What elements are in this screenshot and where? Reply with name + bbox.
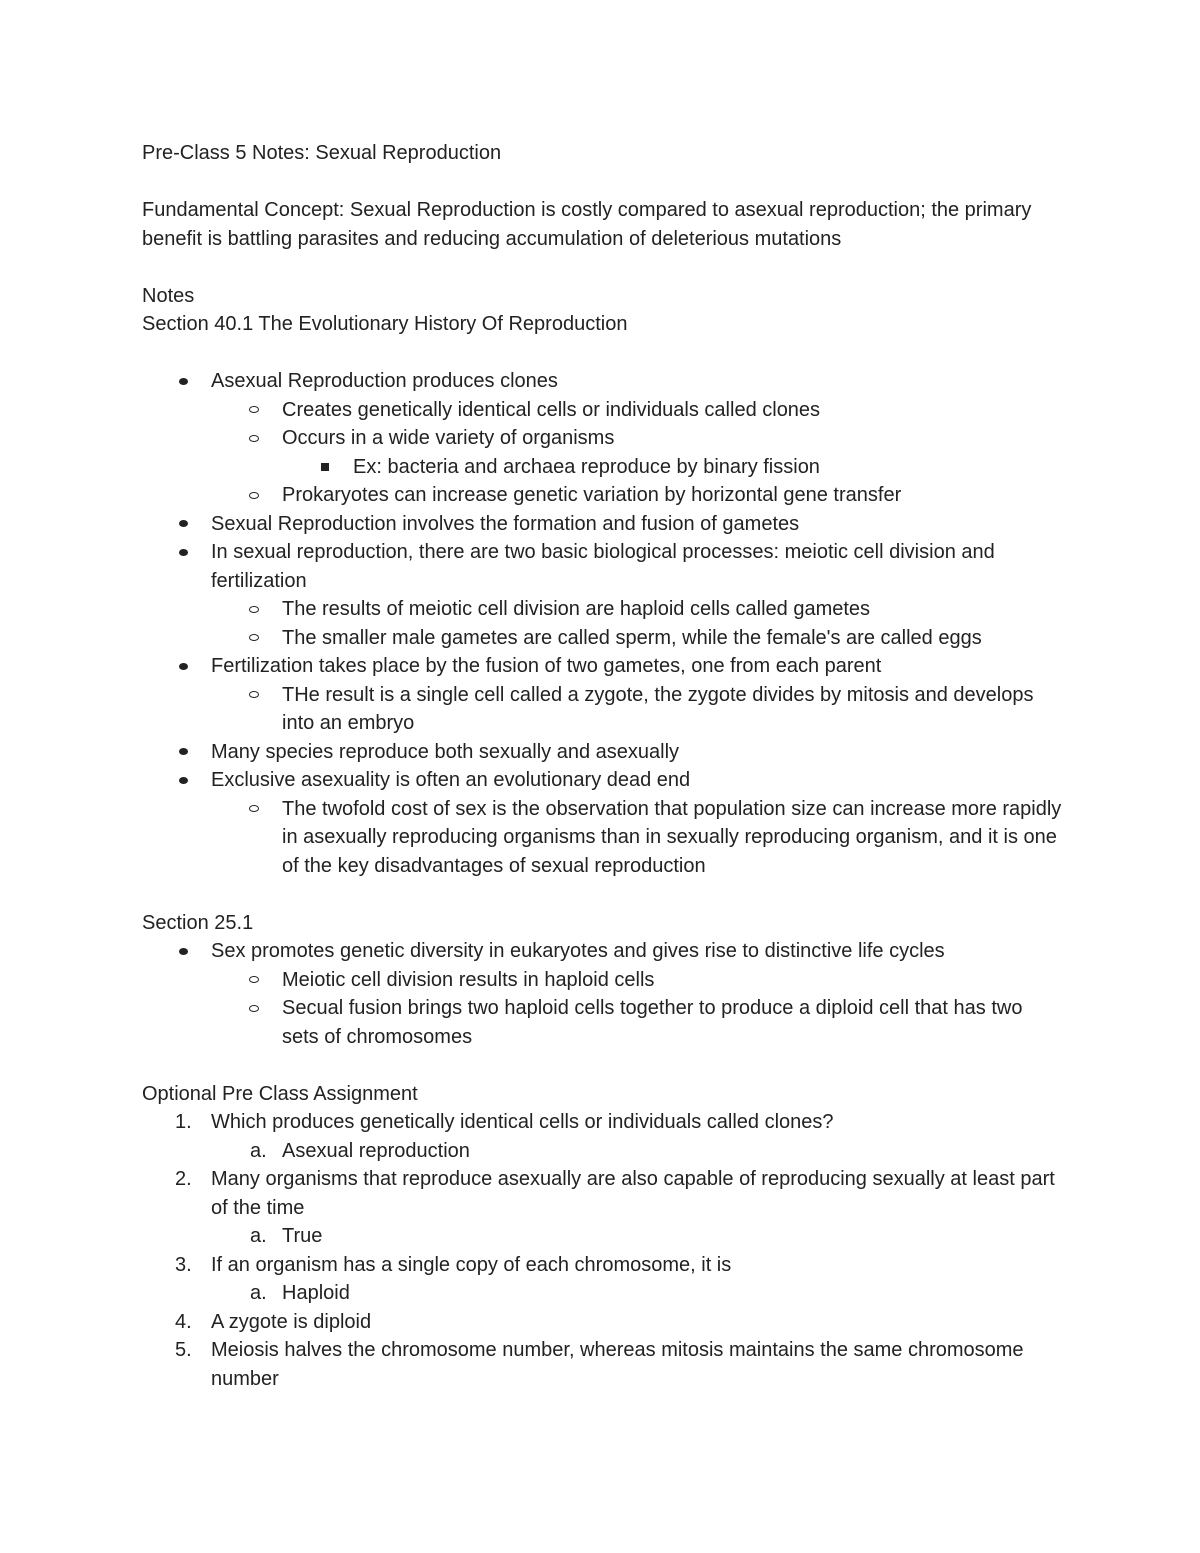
question-text: Many organisms that reproduce asexually are also capable of reproducing sexually at least part of the time <box>211 1168 1055 1219</box>
list-number: a. <box>250 1282 267 1304</box>
list-item-text: The results of meiotic cell division are haploid cells called gametes <box>282 598 871 620</box>
spacer <box>142 1051 1062 1080</box>
circle-marker-icon <box>246 795 262 824</box>
question-item <box>142 1251 1062 1280</box>
list-number: a. <box>250 1139 267 1162</box>
list-item-text: Ex: bacteria and archaea reproduce by binary fission <box>353 455 820 478</box>
spacer <box>142 253 1062 282</box>
section-25-1-heading: Section 25.1 <box>142 911 254 934</box>
document-page <box>142 139 1062 1393</box>
list-item <box>142 624 1062 653</box>
answer-item <box>142 1137 1062 1166</box>
list-item <box>142 937 1062 966</box>
list-item-text: Fertilization takes place by the fusion of two gametes, one from each parent <box>211 655 882 677</box>
list-number: 4. <box>175 1310 192 1333</box>
list-item-text: Meiotic cell division results in haploid cells <box>282 968 655 991</box>
list-item <box>142 681 1062 738</box>
answer-item <box>142 1279 1062 1308</box>
section-40-1-heading: Section 40.1 The Evolutionary History Of Reproduction <box>142 313 628 335</box>
list-item <box>142 396 1062 425</box>
list-item <box>142 424 1062 453</box>
spacer <box>142 168 1062 197</box>
section-25-1-list <box>142 937 1062 1051</box>
list-item-text: Sex promotes genetic diversity in eukaryotes and gives rise to distinctive life cycles <box>211 940 945 962</box>
list-item-text: THe result is a single cell called a zygote, the zygote divides by mitosis and develops into an embryo <box>282 683 1034 734</box>
list-item <box>142 766 1062 795</box>
list-item <box>142 795 1062 881</box>
question-text: If an organism has a single copy of each chromosome, it is <box>211 1253 732 1276</box>
circle-marker-icon <box>246 966 262 995</box>
spacer <box>142 880 1062 909</box>
list-number: 2. <box>175 1168 192 1190</box>
list-item <box>142 994 1062 1051</box>
question-item <box>142 1336 1062 1393</box>
bullet-marker-icon <box>175 538 191 567</box>
bullet-marker-icon <box>175 937 191 966</box>
question-item <box>142 1308 1062 1337</box>
list-item <box>142 738 1062 767</box>
list-item-text: Secual fusion brings two haploid cells together to produce a diploid cell that has two sets of chromosomes <box>282 997 1023 1048</box>
list-item-text: Exclusive asexuality is often an evolutionary dead end <box>211 769 691 791</box>
notes-heading: Notes <box>142 284 195 307</box>
list-item-text: Sexual Reproduction involves the formation and fusion of gametes <box>211 512 800 535</box>
list-item-text: The smaller male gametes are called sperm, while the female's are called eggs <box>282 626 982 649</box>
fundamental-concept: Fundamental Concept: Sexual Reproduction is costly compared to asexual reproduction; the primary benefit is battling parasites and reducing accumulation of deleterious mutations <box>142 199 1032 250</box>
list-item-text: Occurs in a wide variety of organisms <box>282 427 615 449</box>
bullet-marker-icon <box>175 367 191 396</box>
question-item <box>142 1165 1062 1222</box>
list-item-text: Creates genetically identical cells or individuals called clones <box>282 398 821 421</box>
spacer <box>142 339 1062 368</box>
list-number: 3. <box>175 1253 192 1276</box>
list-item-text: Asexual Reproduction produces clones <box>211 370 558 392</box>
list-number: a. <box>250 1225 267 1247</box>
circle-marker-icon <box>246 624 262 653</box>
list-item <box>142 966 1062 995</box>
list-number: 5. <box>175 1339 192 1361</box>
square-marker-icon <box>317 453 333 482</box>
circle-marker-icon <box>246 994 262 1023</box>
assignment-list <box>142 1108 1062 1393</box>
bullet-marker-icon <box>175 766 191 795</box>
bullet-marker-icon <box>175 652 191 681</box>
list-item <box>142 453 1062 482</box>
list-item-text: The twofold cost of sex is the observation that population size can increase more rapidly in asexually reproducing organisms than in sexually reproducing organism, and it is one of the key disadvantages of sexual reproduction <box>282 797 1062 877</box>
question-item <box>142 1108 1062 1137</box>
question-text: A zygote is diploid <box>211 1310 372 1333</box>
circle-marker-icon <box>246 396 262 425</box>
document-title: Pre-Class 5 Notes: Sexual Reproduction <box>142 142 502 164</box>
list-item-text: Prokaryotes can increase genetic variation by horizontal gene transfer <box>282 484 902 506</box>
list-item <box>142 510 1062 539</box>
bullet-marker-icon <box>175 738 191 767</box>
list-item-text: In sexual reproduction, there are two basic biological processes: meiotic cell division and fertilization <box>211 541 995 592</box>
circle-marker-icon <box>246 481 262 510</box>
list-item <box>142 652 1062 681</box>
list-item <box>142 481 1062 510</box>
answer-text: True <box>282 1225 323 1247</box>
circle-marker-icon <box>246 681 262 710</box>
list-item <box>142 538 1062 595</box>
circle-marker-icon <box>246 595 262 624</box>
bullet-marker-icon <box>175 510 191 539</box>
list-item-text: Many species reproduce both sexually and asexually <box>211 740 680 763</box>
answer-item <box>142 1222 1062 1251</box>
assignment-heading: Optional Pre Class Assignment <box>142 1082 418 1105</box>
question-text: Meiosis halves the chromosome number, whereas mitosis maintains the same chromosome number <box>211 1339 1024 1390</box>
list-number: 1. <box>175 1111 192 1133</box>
section-40-1-list <box>142 367 1062 880</box>
list-item <box>142 595 1062 624</box>
circle-marker-icon <box>246 424 262 453</box>
answer-text: Haploid <box>282 1282 350 1304</box>
list-item <box>142 367 1062 396</box>
question-text: Which produces genetically identical cells or individuals called clones? <box>211 1111 834 1133</box>
answer-text: Asexual reproduction <box>282 1139 470 1162</box>
